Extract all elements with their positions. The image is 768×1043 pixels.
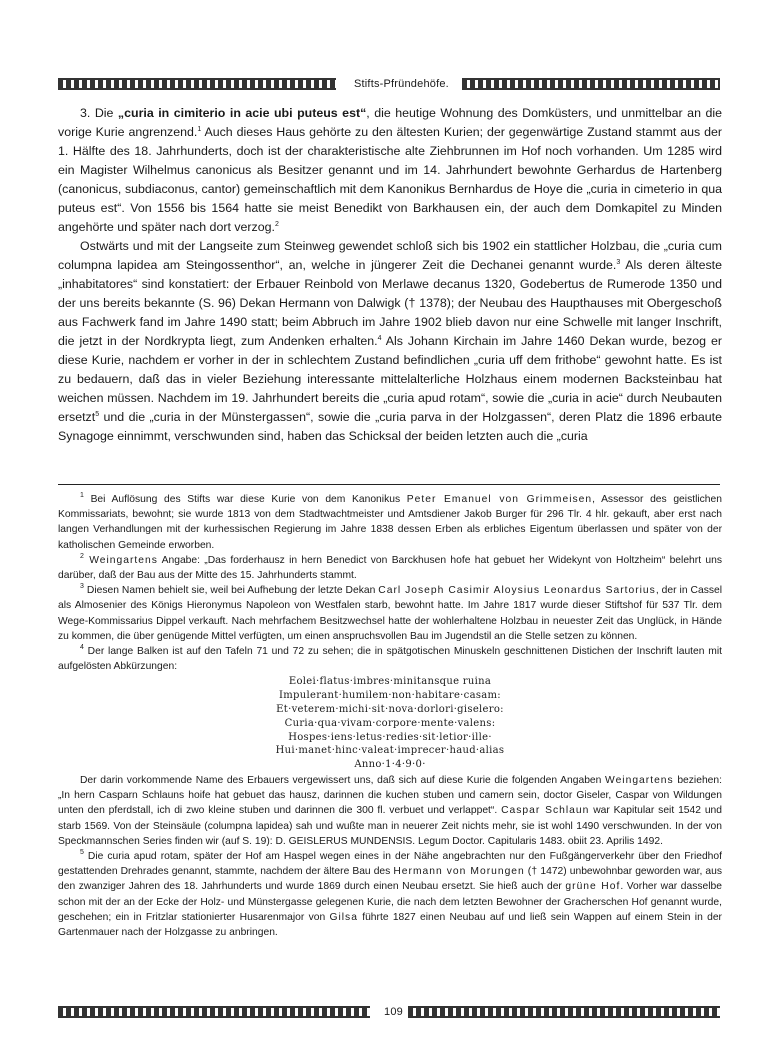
running-header xyxy=(58,76,720,92)
footnote-5 xyxy=(58,849,722,940)
running-header-title: Stifts-Pfründehöfe. xyxy=(354,78,449,90)
footnote-mark: 1 xyxy=(80,492,84,499)
person-name: Weingartens xyxy=(83,554,158,566)
verse-line: Hospes·iens·letus·redies·sit·letior·ille· xyxy=(288,731,492,743)
paragraph-number: 3. Die xyxy=(80,106,118,120)
footnote-mark: 4 xyxy=(80,644,84,652)
footnotes xyxy=(58,492,722,940)
footnote-1-text: Bei Auflösung des Stifts war diese Kurie von dem Kanonikus xyxy=(83,494,407,505)
verse-line: Anno·1·4·9·0· xyxy=(354,759,426,771)
paragraph-2-text: Ostwärts und mit der Langseite zum Steinweg gewendet schloß sich bis 1902 ein stattlicher Holzbau, die „curia cum columpna lapidea am Steingossenthor“, an, welche in jüngerer Zeit die Dechanei genannt wurde. xyxy=(58,239,722,272)
footnote-mark: 2 xyxy=(80,552,84,560)
paragraph-2 xyxy=(58,237,722,446)
footnote-1-text-2: , Assessor des geistlichen Kommissariats, bewohnt; sie wurde 1813 von dem Stadtwachtmeister und Amtsdiener Jakob Burger für 296 Tlr. 4 hlr. gekauft, aber erst nach langen Verhandlungen mit der kurhessischen Regierung im Jahre 1838 dessen Erben als erbliches Eigentum überlassen und später von der katholischen Gemeinde erworben. xyxy=(58,494,722,551)
footnote-5-text-4: führte 1827 einen Neubau auf und ließ sein Wappen auf einem Stein in der Gartenmauer nach der Holzgasse zu anbringen. xyxy=(58,911,722,939)
footer-ornament-left xyxy=(58,1006,370,1018)
footnote-5-text-2: († 1472) unbewohnbar geworden war, aus den zwanziger Jahren des 18. Jahrhunderts und wurde 1869 durch einen Neubau ersetzt. Sie hieß auch der xyxy=(58,866,722,893)
footnote-ref[interactable]: 5 xyxy=(95,411,100,418)
footnote-4 xyxy=(58,644,722,674)
footnote-5-text-3: . Vorher war dasselbe schon mit der an der Ecke der Holz- und Münstergasse gelegenen Kurie, die nach dem letzten Bewohner der Gracherschen Hof genannt wurde, geschehen; ein in Fritzlar stationierter Husarenmajor von xyxy=(58,881,722,923)
footnote-divider xyxy=(58,484,720,485)
person-name: Carl Joseph Casimir Aloysius Leonardus Sartorius xyxy=(378,585,656,597)
paragraph-2-text-2: Als deren älteste „inhabitatores“ sind konstatiert: der Erbauer Reinbold von Merlawe decanus 1320, Godebertus de Rumerode 1350 und der uns bereits bekannte (S. 96) Dekan Hermann von Dalwigk († 1378); der Neubau des Haupthauses mit Obergeschoß aus Fachwerk fand im Jahre 1490 statt; beim Abbruch im Jahre 1902 blieb davon nur eine Schwelle mit langer Inschrift, die jetzt in der Nordkrypta liegt, zum Andenken erhalten. xyxy=(58,258,722,348)
footnote-4-text-2: Der darin vorkommende Name des Erbauers vergewissert uns, daß sich auf diese Kurie die folgenden Angaben xyxy=(80,775,606,787)
footnote-mark: 5 xyxy=(80,849,84,857)
footnote-4-text-3: beziehen: „In hern Casparn Schlauns hoife hat gebuet das hausz, darinnen die kuchen stuben und camern sein, doctor Giseler, Caspar von Wildungen unten den pferdstall, ich di zwo kleine stuben und darinnen die 300 fl. verbuet und verlappet“. xyxy=(58,775,722,817)
inscription-verse xyxy=(58,675,722,772)
footnote-1 xyxy=(58,492,722,553)
footnote-3 xyxy=(58,583,722,644)
paragraph-1 xyxy=(58,104,722,237)
verse-line: Hui·manet·hinc·valeat·imprecer·haud·alias xyxy=(275,745,505,757)
footnote-ref[interactable]: 1 xyxy=(197,126,202,133)
paragraph-2-text-3: Als Johann Kirchain im Jahre 1460 Dekan wurde, bezog er diese Kurie, nachdem er vorher in der in schlechtem Zustand befindlichen „curia uff dem frithobe“ gewohnt hatte. Es ist zu bedauern, daß das in vieler Beziehung interessante mittelalterliche Holzhaus einem modernen Backsteinbau hat weichen müssen. Nachdem im 19. Jahrhundert bereits die „curia apud rotam“, sowie die „curia in acie“ durch Neubauten ersetzt xyxy=(58,334,722,424)
paragraph-2-text-4: und die „curia in der Münstergassen“, sowie die „curia parva in der Holzgassen“, deren Platz die 1896 erbaute Synagoge einnimmt, verschwunden sind, haben das Schicksal der beiden letzten auch die „curia xyxy=(58,410,722,443)
verse-line: Eolei·flatus·imbres·minitansque ruina xyxy=(288,676,492,688)
footnote-5-text: Die curia apud rotam, später der Hof am Haspel wegen eines in der Nähe angebrachten nur den Fußgängerverkehr über den Friedhof gestattenden Drehrades genannt, stammte, nachdem der ältere Bau des xyxy=(58,851,722,878)
footnote-ref[interactable]: 4 xyxy=(377,335,382,342)
paragraph-1-text-2: Auch dieses Haus gehörte zu den ältesten Kurien; der gegenwärtige Zustand stammt aus der 1. Hälfte des 18. Jahrhunderts, doch ist der charakteristische alte Ziehbrunnen im Hof noch vorhanden. Um 1285 wird ein Magister Wilhelmus canonicus als Besitzer genannt und im 14. Jahrhundert bewohnte Gerhardus de Hartenberg (canonicus, subdiaconus, cantor) gemeinschaftlich mit dem Kanonikus Bernhardus de Hoye die „curia in cimeterio in qua puteus est“. Von 1556 bis 1564 hatte sie meist Benedikt von Barkhausen ein, der auch dem Domkapitel zu Minden angehörte und später nach dort verzog. xyxy=(58,125,722,234)
footnote-4-text-4: war Kapitular seit 1542 und starb 1569. Von der Steinsäule (columpna lapidea) sah und wußte man in neuerer Zeit nichts mehr, sie ist wohl 1490 verschwunden. In der von Speckmannschen Series finden wir (auf S. 19): D. GEISLERUS MUNDENSIS. Legum Doctor. Capitularis 1483. obiit 23. Aprilis 1492. xyxy=(58,805,723,847)
footnote-2-text: Angabe: „Das forderhausz in hern Benedict von Barckhusen hofe hat gebuet her Widekynt von Holtzheim“ belehrt uns darüber, daß der Bau aus der Mitte des 15. Jahrhunderts stammt. xyxy=(58,554,722,582)
running-footer xyxy=(58,1004,720,1020)
person-name: Hermann von Morungen xyxy=(393,866,525,878)
footnote-4-continued xyxy=(58,773,722,849)
footnote-mark: 3 xyxy=(80,583,84,591)
place-name: grüne Hof xyxy=(565,881,621,893)
paragraph-1-text: , die heutige Wohnung des Domküsters, und unmittelbar an die vorige Kurie angrenzend. xyxy=(58,106,722,139)
person-name: Caspar Schlaun xyxy=(501,805,590,817)
footnote-3-text-2: , der in Cassel als Almosenier des Königs Hieronymus Napoleon von Westfalen starb, bewohnt hatte. Im Jahre 1817 wurde dieser Stiftshof für 537 Tlr. dem Wege-Kommissarius Dippel verkauft. Nach mehrfachem Besitzwechsel hatte der wohlerhaltene Holzbau in neuester Zeit das Unglück, in Hände zu kommen, die über genügende Mittel verfügten, um einen anspruchsvollen Bau im Jugendstil an die Stelle setzen zu können. xyxy=(58,585,722,642)
footnote-ref[interactable]: 3 xyxy=(616,259,621,266)
verse-line: Et·veterem·michi·sit·nova·dorlori·giselero: xyxy=(276,704,504,716)
footnote-3-text: Diesen Namen behielt sie, weil bei Aufhebung der letzte Dekan xyxy=(83,585,379,597)
verse-line: Curia·qua·vivam·corpore·mente·valens: xyxy=(284,717,496,729)
person-name: Weingartens xyxy=(605,775,674,787)
person-name: Peter Emanuel von Grimmeisen xyxy=(406,494,593,505)
person-name: Gilsa xyxy=(329,911,358,923)
footnote-4-text: Der lange Balken ist auf den Tafeln 71 und 72 zu sehen; die in spätgotischen Minuskeln geschnittenen Distichen der Inschrift lauten mit aufgelösten Abkürzungen: xyxy=(58,646,722,673)
footer-ornament-right xyxy=(408,1006,720,1018)
footnote-ref[interactable]: 2 xyxy=(274,221,279,228)
verse-line: Impulerant·humilem·non·habitare·casam: xyxy=(279,690,501,702)
header-ornament-right xyxy=(462,78,720,90)
main-text xyxy=(58,104,722,446)
curia-title: „curia in cimiterio in acie ubi puteus est“ xyxy=(117,106,367,120)
footnote-2 xyxy=(58,553,722,583)
page-number: 109 xyxy=(384,1006,403,1018)
header-ornament-left xyxy=(58,78,336,90)
